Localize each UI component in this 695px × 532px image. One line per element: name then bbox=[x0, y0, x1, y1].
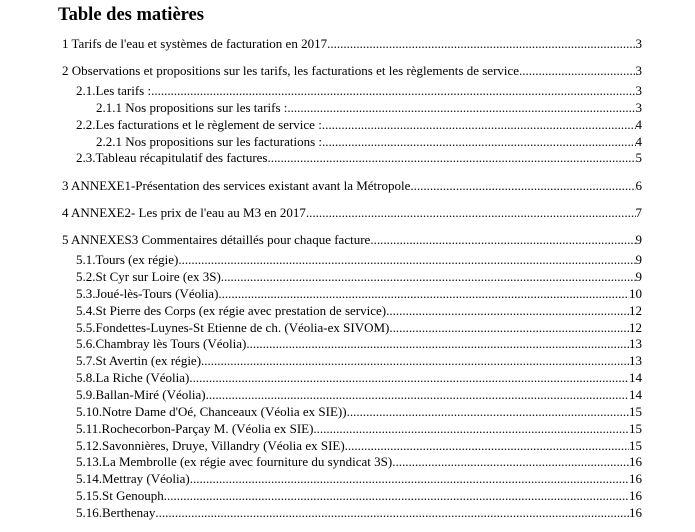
toc-entry-page: 9 bbox=[635, 252, 642, 267]
toc-entry-5[interactable] bbox=[62, 231, 642, 248]
toc-entry-page: 16 bbox=[629, 471, 642, 486]
dot-leader bbox=[386, 302, 629, 319]
toc-entry-5-5[interactable] bbox=[76, 319, 642, 336]
dot-leader bbox=[389, 319, 629, 336]
dot-leader bbox=[392, 453, 629, 470]
dot-leader bbox=[206, 386, 629, 403]
toc-entry-5-16[interactable] bbox=[76, 504, 642, 521]
toc-entry-page: 12 bbox=[629, 320, 642, 335]
dot-leader bbox=[347, 403, 629, 420]
dot-leader bbox=[313, 420, 629, 437]
dot-leader bbox=[190, 470, 629, 487]
toc-entry-page: 14 bbox=[629, 387, 642, 402]
toc-entry-page: 13 bbox=[629, 353, 642, 368]
toc-entry-page: 12 bbox=[629, 303, 642, 318]
toc-entry-label: 5 ANNEXES3 Commentaires détaillés pour chaque facture bbox=[62, 232, 371, 247]
toc-entry-label: 1 Tarifs de l'eau et systèmes de facturation en 2017 bbox=[62, 36, 328, 51]
toc-entry-label: 5.15.St Genouph bbox=[76, 488, 164, 503]
toc-entry-5-8[interactable] bbox=[76, 369, 642, 386]
toc-entry-page: 15 bbox=[629, 404, 642, 419]
toc-entry-5-1[interactable] bbox=[76, 251, 642, 268]
toc-entry-page: 7 bbox=[635, 205, 642, 220]
toc-entry-page: 3 bbox=[635, 83, 642, 98]
toc-entry-page: 13 bbox=[629, 336, 642, 351]
toc-entry-page: 3 bbox=[635, 63, 642, 78]
toc-entry-label: 5.7.St Avertin (ex régie) bbox=[76, 353, 202, 368]
toc-entry-2[interactable] bbox=[62, 62, 642, 79]
toc-entry-5-11[interactable] bbox=[76, 420, 642, 437]
toc-entry-label: 5.12.Savonnières, Druye, Villandry (Véolia ex SIE) bbox=[76, 438, 345, 453]
toc-entry-page: 9 bbox=[635, 232, 642, 247]
toc-entry-page: 10 bbox=[629, 286, 642, 301]
dot-leader bbox=[287, 99, 635, 116]
toc-entry-label: 5.16.Berthenay bbox=[76, 505, 156, 520]
dot-leader bbox=[218, 285, 629, 302]
toc-entry-label: 5.14.Mettray (Véolia) bbox=[76, 471, 190, 486]
dot-leader bbox=[327, 35, 635, 52]
toc-entry-5-13[interactable] bbox=[76, 453, 642, 470]
toc-entry-page: 5 bbox=[635, 150, 642, 165]
toc-entry-label: 2.2.1 Nos propositions sur les facturations : bbox=[96, 134, 323, 149]
toc-entry-label: 5.4.St Pierre des Corps (ex régie avec prestation de service) bbox=[76, 303, 387, 318]
toc-entry-5-7[interactable] bbox=[76, 352, 642, 369]
dot-leader bbox=[519, 62, 635, 79]
toc-entry-5-12[interactable] bbox=[76, 437, 642, 454]
toc-entry-page: 14 bbox=[629, 370, 642, 385]
toc-entry-page: 6 bbox=[635, 178, 642, 193]
dot-leader bbox=[410, 177, 635, 194]
toc-entry-label: 5.3.Joué-lès-Tours (Véolia) bbox=[76, 286, 219, 301]
toc-entry-2-1[interactable] bbox=[76, 82, 642, 99]
toc-entry-page: 15 bbox=[629, 421, 642, 436]
toc-entry-label: 5.9.Ballan-Miré (Véolia) bbox=[76, 387, 206, 402]
toc-entry-label: 5.11.Rochecorbon-Parçay M. (Véolia ex SIE) bbox=[76, 421, 314, 436]
toc-entry-label: 2.1.Les tarifs : bbox=[76, 83, 152, 98]
toc-entry-page: 4 bbox=[635, 117, 642, 132]
toc-entry-label: 5.6.Chambray lès Tours (Véolia) bbox=[76, 336, 247, 351]
dot-leader bbox=[267, 149, 635, 166]
toc-entry-2-3[interactable] bbox=[76, 149, 642, 166]
toc-entry-5-10[interactable] bbox=[76, 403, 642, 420]
toc-entry-4[interactable] bbox=[62, 204, 642, 221]
dot-leader bbox=[178, 251, 635, 268]
dot-leader bbox=[164, 487, 629, 504]
toc-entry-3[interactable] bbox=[62, 177, 642, 194]
toc-entry-page: 16 bbox=[629, 488, 642, 503]
toc-entry-label: 5.13.La Membrolle (ex régie avec fourniture du syndicat 3S) bbox=[76, 454, 393, 469]
toc-entry-5-4[interactable] bbox=[76, 302, 642, 319]
toc-title: Table des matières bbox=[58, 5, 204, 25]
toc-entry-2-2[interactable] bbox=[76, 116, 642, 133]
dot-leader bbox=[306, 204, 636, 221]
toc-entry-label: 2 Observations et propositions sur les tarifs, les facturations et les règlements de service bbox=[62, 63, 520, 78]
toc-entry-5-2[interactable] bbox=[76, 268, 642, 285]
toc-entry-label: 5.10.Notre Dame d'Oé, Chanceaux (Véolia ex SIE)) bbox=[76, 404, 347, 419]
toc-entry-2-1-1[interactable] bbox=[96, 99, 642, 116]
toc-entry-5-3[interactable] bbox=[76, 285, 642, 302]
toc-entry-5-9[interactable] bbox=[76, 386, 642, 403]
dot-leader bbox=[155, 504, 629, 521]
toc-entry-label: 4 ANNEXE2- Les prix de l'eau au M3 en 2017 bbox=[62, 205, 306, 220]
dot-leader bbox=[246, 335, 629, 352]
dot-leader bbox=[322, 133, 635, 150]
toc-entry-label: 5.1.Tours (ex régie) bbox=[76, 252, 179, 267]
toc-entry-page: 3 bbox=[635, 100, 642, 115]
dot-leader bbox=[221, 268, 636, 285]
dot-leader bbox=[345, 437, 629, 454]
toc-entry-page: 15 bbox=[629, 438, 642, 453]
toc-entry-page: 4 bbox=[635, 134, 642, 149]
toc-entry-page: 3 bbox=[635, 36, 642, 51]
toc-entry-label: 5.2.St Cyr sur Loire (ex 3S) bbox=[76, 269, 221, 284]
toc-entry-label: 2.2.Les facturations et le règlement de service : bbox=[76, 117, 322, 132]
toc-entry-2-2-1[interactable] bbox=[96, 133, 642, 150]
toc-entry-5-14[interactable] bbox=[76, 470, 642, 487]
toc-entry-page: 9 bbox=[635, 269, 642, 284]
toc-entry-5-6[interactable] bbox=[76, 335, 642, 352]
toc-entry-label: 5.8.La Riche (Véolia) bbox=[76, 370, 190, 385]
dot-leader bbox=[370, 231, 635, 248]
toc-entry-1[interactable] bbox=[62, 35, 642, 52]
toc-entry-page: 16 bbox=[629, 454, 642, 469]
dot-leader bbox=[189, 369, 629, 386]
dot-leader bbox=[151, 82, 635, 99]
toc-entry-page: 16 bbox=[629, 505, 642, 520]
toc-entry-label: 2.1.1 Nos propositions sur les tarifs : bbox=[96, 100, 288, 115]
dot-leader bbox=[201, 352, 629, 369]
toc-entry-label: 5.5.Fondettes-Luynes-St Etienne de ch. (Véolia-ex SIVOM) bbox=[76, 320, 390, 335]
toc-entry-label: 3 ANNEXE1-Présentation des services existant avant la Métropole bbox=[62, 178, 411, 193]
dot-leader bbox=[322, 116, 636, 133]
toc-entry-label: 2.3.Tableau récapitulatif des factures bbox=[76, 150, 268, 165]
toc-entry-5-15[interactable] bbox=[76, 487, 642, 504]
